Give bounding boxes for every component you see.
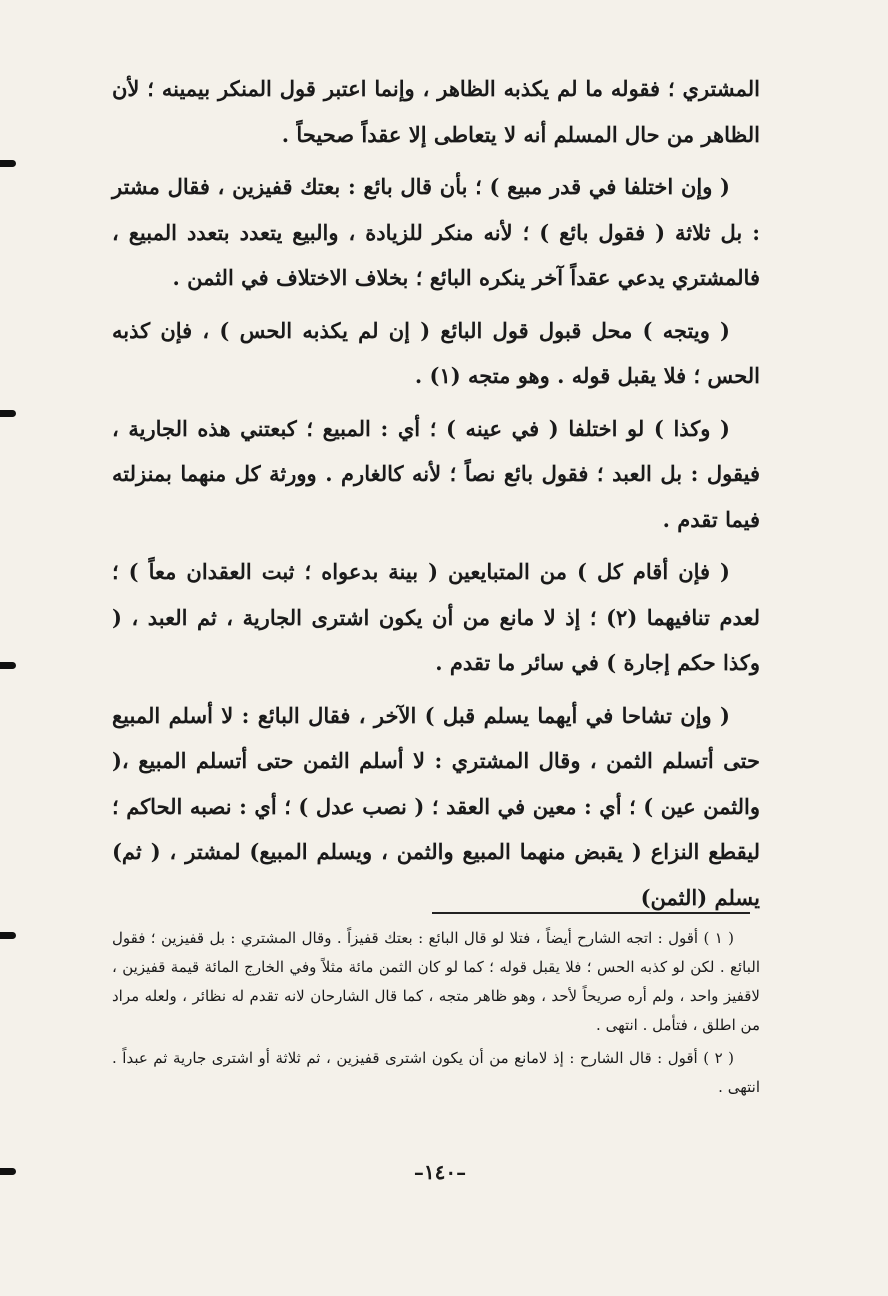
paragraph: ( ويتجه ) محل قبول قول البائع ( إن لم يكذبه الحس ) ، فإن كذبه الحس ؛ فلا يقبل قوله . وهو متجه (١) . — [112, 317, 760, 388]
paragraph: ( وإن تشاحا في أيهما يسلم قبل ) الآخر ، فقال البائع : لا أسلم المبيع حتى أتسلم الثمن ، وقال المشتري : لا أسلم الثمن حتى أتسلم المبيع ،( والثمن عين ) ؛ أي : معين في العقد ؛ ( نصب عدل ) ؛ أي : نصبه الحاكم ؛ ليقطع النزاع ( يقبض منهما المبيع والثمن ، ويسلم المبيع) لمشتر ، ( ثم) يسلم (الثمن) — [112, 702, 760, 910]
paragraph: المشتري ؛ فقوله ما لم يكذبه الظاهر ، وإنما اعتبر قول المنكر بيمينه ؛ لأن الظاهر من حال المسلم أنه لا يتعاطى إلا عقداً صحيحاً . — [112, 76, 760, 147]
margin-mark — [0, 662, 16, 669]
margin-mark — [0, 1168, 16, 1175]
paragraph: ( فإن أقام كل ) من المتبايعين ( بينة بدعواه ؛ ثبت العقدان معاً ) ؛ لعدم تنافيهما (٢) ؛ إذ لا مانع من أن يكون اشترى الجارية ، ثم العبد ، ( وكذا حكم إجارة ) في سائر ما تقدم . — [112, 559, 760, 675]
paragraph: ( وكذا ) لو اختلفا ( في عينه ) ؛ أي : المبيع ؛ كبعتني هذه الجارية ، فيقول : بل العبد ؛ فقول بائع نصاً ؛ لأنه كالغارم . وورثة كل منهما بمنزلته فيما تقدم . — [112, 415, 760, 532]
footnote-divider — [432, 912, 750, 914]
footnotes — [112, 924, 760, 1106]
margin-mark — [0, 410, 16, 417]
main-text — [112, 66, 760, 927]
margin-mark — [0, 160, 16, 167]
footnote: ( ١ ) أقول : اتجه الشارح أيضاً ، فتلا لو قال البائع : بعتك قفيزاً . وقال المشتري : بل قفيزين ؛ فقول البائع . لكن لو كذبه الحس ؛ فلا يقبل قوله ؛ كما لو كان الثمن مائة مثلاً وفي الخارج المائة قيمة قفيزين ، لاقفيز واحد ، ولم أره صريحاً لأحد ، وهو ظاهر متجه ، كما قال الشارحان لانه تقدم له نظائر ، ولعله مراد من اطلق ، فتأمل . انتهى . — [112, 929, 760, 1034]
footnote: ( ٢ ) أقول : قال الشارح : إذ لامانع من أن يكون اشترى قفيزين ، ثم ثلاثة أو اشترى جارية ثم عبداً . انتهى . — [112, 1049, 760, 1096]
paragraph: ( وإن اختلفا في قدر مبيع ) ؛ بأن قال بائع : بعتك قفيزين ، فقال مشتر : بل ثلاثة ( فقول بائع ) ؛ لأنه منكر للزيادة ، والبيع يتعدد بتعدد المبيع ، فالمشتري يدعي عقداً آخر ينكره البائع ؛ بخلاف الاختلاف في الثمن . — [112, 174, 760, 290]
margin-mark — [0, 932, 16, 939]
page-number: –١٤٠– — [413, 1160, 467, 1184]
